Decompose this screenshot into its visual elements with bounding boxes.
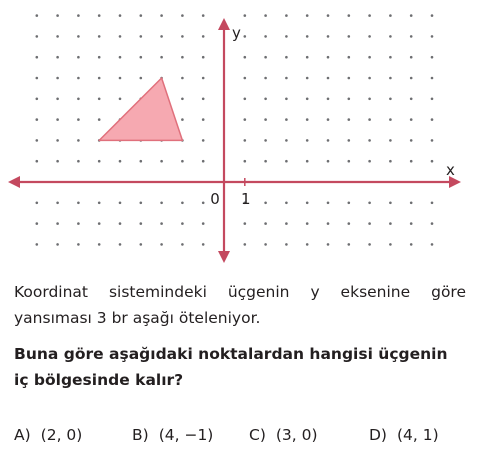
grid-dot (56, 243, 59, 246)
grid-dot (56, 35, 59, 38)
grid-dot (264, 14, 267, 17)
grid-dot (264, 77, 267, 80)
grid-dot (410, 202, 413, 205)
grid-dot (410, 243, 413, 246)
grid-dot (77, 77, 80, 80)
grid-dot (285, 202, 288, 205)
grid-dot (56, 14, 59, 17)
grid-dot (431, 139, 434, 142)
grid-dot (348, 202, 351, 205)
grid-dot (77, 14, 80, 17)
grid-dot (202, 14, 205, 17)
grid-dot (56, 118, 59, 121)
axes (8, 18, 461, 263)
origin-label: 0 (210, 190, 220, 208)
option-b-letter: B) (132, 426, 149, 444)
grid-dot (160, 35, 163, 38)
grid-dot (244, 118, 247, 121)
grid-dot (389, 98, 392, 101)
grid-dot (140, 160, 143, 163)
grid-dot (36, 77, 39, 80)
grid-dot (202, 222, 205, 225)
grid-dot (202, 202, 205, 205)
grid-dot (119, 160, 122, 163)
grid-dot (410, 14, 413, 17)
grid-dot (202, 243, 205, 246)
grid-dot (56, 160, 59, 163)
grid-dot (327, 56, 330, 59)
grid-dot (36, 35, 39, 38)
grid-dot (119, 14, 122, 17)
grid-dot (181, 160, 184, 163)
grid-dot (77, 222, 80, 225)
grid-dot (410, 139, 413, 142)
y-axis-label: y (232, 24, 241, 42)
grid-dot (389, 118, 392, 121)
grid-dot (140, 14, 143, 17)
grid-dot (140, 56, 143, 59)
grid-dot (56, 98, 59, 101)
grid-dot (181, 14, 184, 17)
grid-dot (181, 98, 184, 101)
grid-dot (431, 222, 434, 225)
grid-dot (77, 243, 80, 246)
grid-dot (181, 222, 184, 225)
grid-dot (36, 139, 39, 142)
y-axis-down-arrow (218, 251, 230, 263)
grid-dot (306, 56, 309, 59)
grid-dot (181, 202, 184, 205)
grid-dot (202, 118, 205, 121)
grid-dot (264, 222, 267, 225)
triangle (99, 78, 182, 140)
grid-dot (327, 139, 330, 142)
grid-dot (119, 243, 122, 246)
grid-dot (181, 56, 184, 59)
grid-dot (285, 35, 288, 38)
grid-dot (36, 98, 39, 101)
grid-dot (77, 139, 80, 142)
option-b[interactable] (132, 426, 213, 444)
y-axis-up-arrow (218, 18, 230, 30)
grid-dot (389, 139, 392, 142)
grid-dot (306, 35, 309, 38)
grid-dot (202, 77, 205, 80)
grid-dot (285, 118, 288, 121)
grid-dot (244, 160, 247, 163)
grid-dot (77, 118, 80, 121)
grid-dot (264, 139, 267, 142)
grid-dot (119, 56, 122, 59)
grid-dot (244, 98, 247, 101)
grid-dot (327, 14, 330, 17)
grid-dot (202, 98, 205, 101)
grid-dot (181, 118, 184, 121)
grid-dot (98, 56, 101, 59)
grid-dot (410, 98, 413, 101)
grid-dot (285, 14, 288, 17)
unit-label: 1 (241, 190, 251, 208)
grid-dot (98, 202, 101, 205)
grid-dot (368, 14, 371, 17)
grid-dot (431, 202, 434, 205)
grid-dot (306, 118, 309, 121)
grid-dot (285, 98, 288, 101)
grid-dot (140, 35, 143, 38)
grid-dot (285, 139, 288, 142)
grid-dot (285, 243, 288, 246)
option-d[interactable] (369, 426, 439, 444)
grid-dot (285, 77, 288, 80)
grid-dot (119, 77, 122, 80)
grid-dot (264, 243, 267, 246)
grid-dot (181, 77, 184, 80)
x-axis-label: x (446, 161, 455, 179)
grid-dot (410, 35, 413, 38)
grid-dot (202, 35, 205, 38)
option-a[interactable] (14, 426, 82, 444)
grid-dot (389, 222, 392, 225)
option-b-value: (4, −1) (158, 426, 214, 444)
grid-dot (202, 56, 205, 59)
grid-dot (348, 77, 351, 80)
grid-dot (181, 35, 184, 38)
grid-dot (431, 77, 434, 80)
grid-dot (368, 56, 371, 59)
grid-dot (285, 56, 288, 59)
grid-dot (56, 222, 59, 225)
grid-dot (348, 222, 351, 225)
grid-dot (202, 160, 205, 163)
grid-dot (389, 202, 392, 205)
grid-dot (36, 202, 39, 205)
grid-dot (244, 14, 247, 17)
x-axis-left-arrow (8, 176, 20, 188)
problem-statement: Koordinat sistemindeki üçgenin y eksenine göre yansıması 3 br aşağı öteleniyor. (14, 283, 466, 327)
grid-dot (244, 222, 247, 225)
option-d-letter: D) (369, 426, 387, 444)
answer-options (14, 426, 474, 450)
grid-dot (348, 139, 351, 142)
option-a-letter: A) (14, 426, 31, 444)
option-d-value: (4, 1) (396, 426, 439, 444)
grid-dot (56, 77, 59, 80)
option-c-value: (3, 0) (275, 426, 318, 444)
grid-dot (368, 118, 371, 121)
grid-dot (389, 56, 392, 59)
grid-dot (348, 35, 351, 38)
grid-dot (306, 243, 309, 246)
grid-dot (431, 35, 434, 38)
grid-dot (410, 118, 413, 121)
grid-dot (327, 160, 330, 163)
grid-dot (389, 35, 392, 38)
grid-dot (98, 14, 101, 17)
option-a-value: (2, 0) (40, 426, 83, 444)
grid-dot (244, 56, 247, 59)
grid-dot (264, 160, 267, 163)
grid-dot (119, 202, 122, 205)
grid-dot (368, 35, 371, 38)
grid-dot (119, 35, 122, 38)
grid-dot (431, 118, 434, 121)
grid-dot (327, 222, 330, 225)
grid-dot (389, 243, 392, 246)
grid-dot (160, 14, 163, 17)
grid-dot (36, 56, 39, 59)
grid-dot (160, 56, 163, 59)
grid-dot (431, 14, 434, 17)
grid-dot (77, 98, 80, 101)
grid-dot (348, 14, 351, 17)
grid-dot (36, 160, 39, 163)
grid-dot (431, 160, 434, 163)
grid-dot (410, 222, 413, 225)
grid-dot (244, 243, 247, 246)
grid-dot (306, 160, 309, 163)
grid-dot (264, 35, 267, 38)
grid-dot (306, 139, 309, 142)
grid-dot (431, 243, 434, 246)
grid-dot (285, 160, 288, 163)
option-c-letter: C) (249, 426, 266, 444)
grid-dot (368, 222, 371, 225)
grid-dot (36, 14, 39, 17)
grid-dot (140, 202, 143, 205)
grid-dot (368, 139, 371, 142)
grid-dot (36, 222, 39, 225)
grid-dot (244, 35, 247, 38)
grid-dot (348, 118, 351, 121)
grid-dot (306, 222, 309, 225)
grid-dot (119, 98, 122, 101)
grid-dot (368, 98, 371, 101)
grid-dot (56, 56, 59, 59)
grid-dot (77, 56, 80, 59)
grid-dot (389, 160, 392, 163)
grid-dot (431, 98, 434, 101)
grid-dot (160, 202, 163, 205)
grid-dot (264, 56, 267, 59)
grid-dot (98, 35, 101, 38)
grid-dot (348, 243, 351, 246)
grid-dot (98, 160, 101, 163)
grid-dot (264, 202, 267, 205)
grid-dot (264, 118, 267, 121)
grid-dot (160, 243, 163, 246)
grid-dot (327, 118, 330, 121)
grid-dot (285, 222, 288, 225)
grid-dot (389, 14, 392, 17)
grid-dot (348, 98, 351, 101)
grid-dot (431, 56, 434, 59)
grid-dot (202, 139, 205, 142)
grid-dot (327, 35, 330, 38)
grid-dot (36, 243, 39, 246)
grid-dot (306, 202, 309, 205)
grid-dot (264, 98, 267, 101)
grid-dot (306, 14, 309, 17)
grid-dot (389, 77, 392, 80)
grid-dot (56, 202, 59, 205)
grid-dot (140, 77, 143, 80)
grid-dot (368, 160, 371, 163)
grid-dot (77, 35, 80, 38)
grid-dot (327, 98, 330, 101)
grid-dot (140, 243, 143, 246)
grid-dot (36, 118, 39, 121)
grid-dot (160, 222, 163, 225)
grid-dot (306, 98, 309, 101)
grid-dot (410, 56, 413, 59)
grid-dot (348, 56, 351, 59)
grid-dot (140, 222, 143, 225)
grid-dot (56, 139, 59, 142)
grid-dot (181, 243, 184, 246)
grid-dot (348, 160, 351, 163)
grid-dot (98, 222, 101, 225)
grid-dot (327, 77, 330, 80)
grid-dot (160, 160, 163, 163)
grid-dot (77, 202, 80, 205)
grid-dot (368, 243, 371, 246)
grid-dot (244, 139, 247, 142)
grid-dot (306, 77, 309, 80)
grid-dot (368, 77, 371, 80)
grid-dot (119, 222, 122, 225)
grid-dot (327, 243, 330, 246)
grid-dot (410, 77, 413, 80)
grid-dot (368, 202, 371, 205)
grid-dot (410, 160, 413, 163)
grid-dot (98, 118, 101, 121)
grid-dot (98, 243, 101, 246)
grid-dot (98, 77, 101, 80)
question-text: Buna göre aşağıdaki noktalardan hangisi üçgenin iç bölgesinde kalır? (14, 345, 448, 389)
grid-dot (327, 202, 330, 205)
grid-dot (77, 160, 80, 163)
grid-dot (244, 77, 247, 80)
option-c[interactable] (249, 426, 318, 444)
grid-dot (98, 98, 101, 101)
